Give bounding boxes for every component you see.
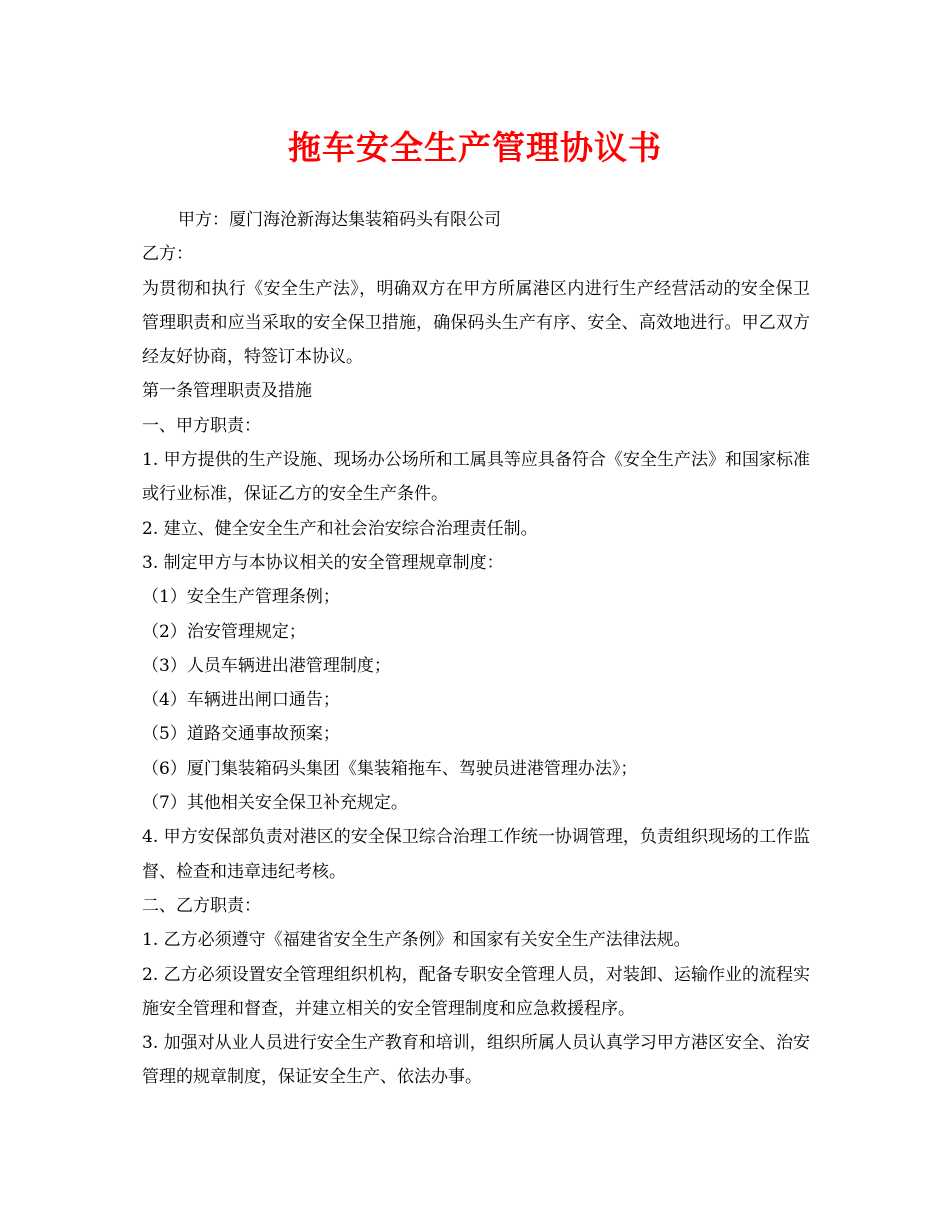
party-b-item-1: 1. 乙方必须遵守《福建省安全生产条例》和国家有关安全生产法律法规。	[142, 930, 691, 951]
document-title: 拖车安全生产管理协议书	[288, 128, 662, 167]
party-b-line: 乙方：	[142, 244, 193, 265]
party-a-item-3: 3. 制定甲方与本协议相关的安全管理规章制度：	[142, 552, 504, 573]
section-party-a-heading: 一、甲方职责：	[142, 415, 261, 436]
section-party-b-heading: 二、乙方职责：	[142, 895, 261, 916]
party-a-item-4: 4. 甲方安保部负责对港区的安全保卫综合治理工作统一协调管理，负责组织现场的工作监督、检查和违章违纪考核。	[142, 827, 810, 882]
party-a-item-2: 2. 建立、健全安全生产和社会治安综合治理责任制。	[142, 518, 538, 539]
document-body	[142, 203, 810, 1095]
regulation-item-5: （5）道路交通事故预案；	[142, 724, 340, 745]
regulation-item-7: （7）其他相关安全保卫补充规定。	[142, 793, 408, 814]
party-a-line: 甲方：厦门海沧新海达集装箱码头有限公司	[178, 210, 501, 230]
party-b-item-3: 3. 加强对从业人员进行安全生产教育和培训，组织所属人员认真学习甲方港区安全、治安管理的规章制度，保证安全生产、依法办事。	[142, 1033, 810, 1088]
article-one-heading: 第一条管理职责及措施	[142, 381, 312, 402]
preamble-paragraph: 为贯彻和执行《安全生产法》，明确双方在甲方所属港区内进行生产经营活动的安全保卫管理职责和应当采取的安全保卫措施，确保码头生产有序、安全、高效地进行。甲乙双方经友好协商，特签订本协议。	[142, 278, 810, 368]
party-b-item-2: 2. 乙方必须设置安全管理组织机构，配备专职安全管理人员，对装卸、运输作业的流程实施安全管理和督查，并建立相关的安全管理制度和应急救援程序。	[142, 964, 810, 1019]
regulation-item-1: （1）安全生产管理条例；	[142, 587, 340, 608]
regulation-item-6: （6）厦门集装箱码头集团《集装箱拖车、驾驶员进港管理办法》；	[142, 758, 638, 779]
party-a-item-1: 1. 甲方提供的生产设施、现场办公场所和工属具等应具备符合《安全生产法》和国家标准或行业标准，保证乙方的安全生产条件。	[142, 450, 810, 505]
regulation-item-3: （3）人员车辆进出港管理制度；	[142, 655, 391, 676]
regulation-item-2: （2）治安管理规定；	[142, 621, 306, 642]
regulation-item-4: （4）车辆进出闸口通告；	[142, 690, 340, 711]
